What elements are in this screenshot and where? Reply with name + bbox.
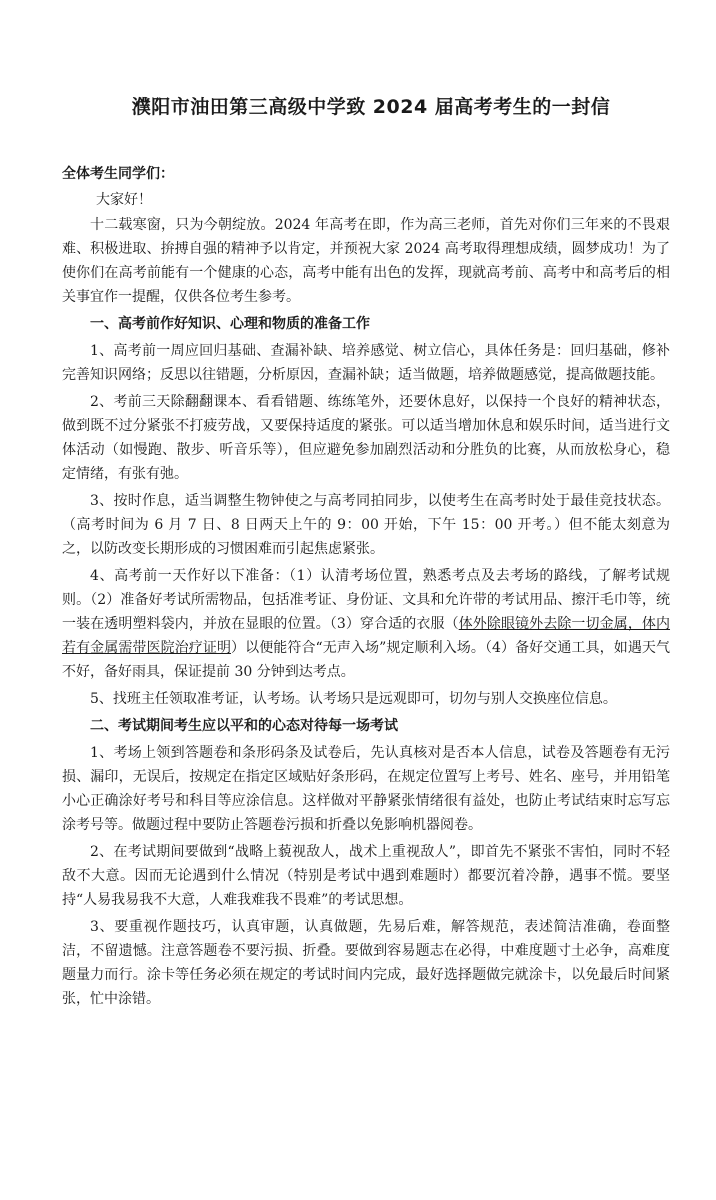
section1-item-2: 2、考前三天除翻翻课本、看看错题、练练笔外，还要休息好，以保持一个良好的精神状态，做到既不过分紧张不打疲劳战，又要保持适度的紧张。可以适当增加休息和娱乐时间，适当进行文体活动（如慢跑、散步、听音乐等），但应避免参加剧烈活动和分胜负的比赛，从而放松身心，稳定情绪，有张有弛。 <box>62 394 670 482</box>
section1-item-5: 5、找班主任领取准考证，认考场。认考场只是远观即可，切勿与别人交换座位信息。 <box>90 691 617 707</box>
section2-item-1: 1、考场上领到答题卷和条形码条及试卷后，先认真核对是否本人信息，试卷及答题卷有无污损、漏印，无误后，按规定在指定区域贴好条形码，在规定位置写上考号、姓名、座号，并用铅笔小心正确涂好考号和科目等应涂信息。这样做对平静紧张情绪很有益处，也防止考试结束时忘写忘涂考号等。做题过程中要防止答题卷污损和折叠以免影响机器阅卷。 <box>62 745 670 833</box>
section1-item-1: 1、高考前一周应回归基础、查漏补缺、培养感觉、树立信心，具体任务是：回归基础，修补完善知识网络；反思以往错题，分析原因，查漏补缺；适当做题，培养做题感觉，提高做题技能。 <box>62 343 670 383</box>
intro-paragraph: 十二载寒窗，只为今朝绽放。2024 年高考在即，作为高三老师，首先对你们三年来的不畏艰难、积极进取、拚搏自强的精神予以肯定，并预祝大家 2024 高考取得理想成绩，圆梦成功！为了使你们在高考前能有一个健康的心态，高考中能有出色的发挥，现就高考前、高考中和高考后的相关事宜作一提醒，仅供各位考生参考。 <box>62 217 670 305</box>
section2-item-3: 3、要重视作题技巧，认真审题，认真做题，先易后难，解答规范，表述简洁准确，卷面整洁，不留遗憾。注意答题卷不要污损、折叠。要做到容易题志在必得，中难度题寸土必争，高难度题量力而行。涂卡等任务必须在规定的考试时间内完成，最好选择题做完就涂卡，以免最后时间紧张，忙中涂错。 <box>62 919 670 1007</box>
section2-item-2: 2、在考试期间要做到“战略上藐视敌人，战术上重视敌人”，即首先不紧张不害怕，同时不轻敌不大意。因而无论遇到什么情况（特别是考试中遇到难题时）都要沉着冷静，遇事不慌。要坚持“人易我易我不大意，人难我难我不畏难”的考试思想。 <box>62 844 670 908</box>
section1-item-4-text-before: 4、高考前一天作好以下准备：（1）认清考场位置，熟悉考点及去考场的路线，了解考试规则。（2）准备好考试所需物品，包括准考证、身份证、文具和允许带的考试用品、擦汗毛巾等，统一装在透明塑料袋内，并放在显眼的位置。（3）穿合适的衣服（ <box>62 568 670 632</box>
salutation: 全体考生同学们： <box>62 166 174 182</box>
section1-item-3: 3、按时作息，适当调整生物钟使之与高考同拍同步，以使考生在高考时处于最佳竞技状态。（高考时间为 6 月 7 日、8 日两天上午的 9：00 开始，下午 15：00 开考。）但不能太刻意为之，以防改变长期形成的习惯困难而引起焦虑紧张。 <box>62 493 670 557</box>
section-heading-1: 一、高考前作好知识、心理和物质的准备工作 <box>90 316 370 332</box>
section1-item-4-text-after: ）以便能符合“无声入场”规定顺利入场。（4）备好交通工具，如遇天气不好，备好雨具，保证提前 30 分钟到达考点。 <box>62 640 670 680</box>
section-heading-2: 二、考试期间考生应以平和的心态对待每一场考试 <box>90 718 398 734</box>
letter-title: 濮阳市油田第三高级中学致 2024 届高考考生的一封信 <box>131 96 611 118</box>
greeting: 大家好！ <box>96 192 152 208</box>
section1-item-4 <box>62 564 670 684</box>
section1-item-4-underlined-text: 体外除眼镜外去除一切金属，体内若有金属需带医院治疗证明 <box>62 616 671 656</box>
